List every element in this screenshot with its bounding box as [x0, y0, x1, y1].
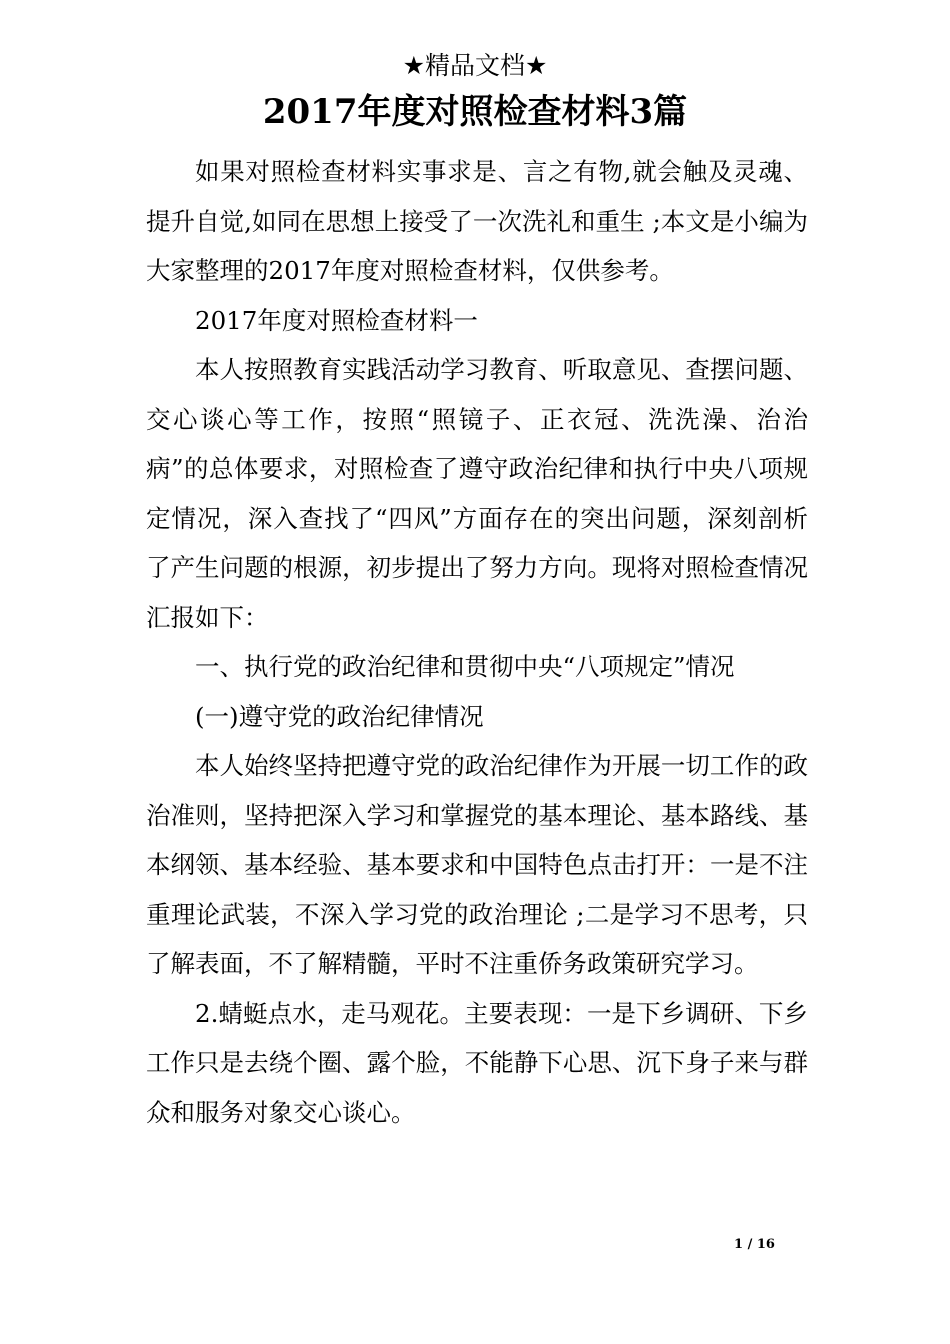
subsection-heading-discipline-compliance: (一)遵守党的政治纪律情况 — [195, 701, 484, 731]
page-number: 1 / 16 — [734, 1237, 775, 1252]
intro-paragraph: 如果对照检查材料实事求是、言之有物,就会触及灵魂、提升自觉,如同在思想上接受了一次洗礼和重生 ;本文是小编为大家整理的2017年度对照检查材料，仅供参考。 — [146, 157, 808, 285]
body-paragraph-principles: 本人始终坚持把遵守党的政治纪律作为开展一切工作的政治准则，坚持把深入学习和掌握党的基本理论、基本路线、基本纲领、基本经验、基本要求和中国特色点击打开：一是不注重理论武装，不深入学习党的政治理论 ;二是学习不思考，只了解表面，不了解精髓，平时不注重侨务政策研究学习。 — [146, 751, 808, 978]
document-title: 2017年度对照检查材料3篇 — [262, 92, 688, 132]
section-heading-political-discipline: 一、执行党的政治纪律和贯彻中央“八项规定”情况 — [195, 652, 735, 681]
section-heading-material-one: 2017年度对照检查材料一 — [195, 305, 478, 335]
body-paragraph-point-two: 2.蜻蜓点水，走马观花。主要表现：一是下乡调研、下乡工作只是去绕个圈、露个脸，不能静下心思、沉下身子来与群众和服务对象交心谈心。 — [146, 998, 808, 1127]
body-paragraph-overview: 本人按照教育实践活动学习教育、听取意见、查摆问题、交心谈心等工作，按照“照镜子、正衣冠、洗洗澡、治治病”的总体要求，对照检查了遵守政治纪律和执行中央八项规定情况，深入查找了“四风”方面存在的突出问题，深刻剖析了产生问题的根源，初步提出了努力方向。现将对照检查情况汇报如下： — [146, 355, 808, 632]
header-watermark: ★精品文档★ — [402, 51, 548, 80]
document-body — [146, 147, 808, 1137]
